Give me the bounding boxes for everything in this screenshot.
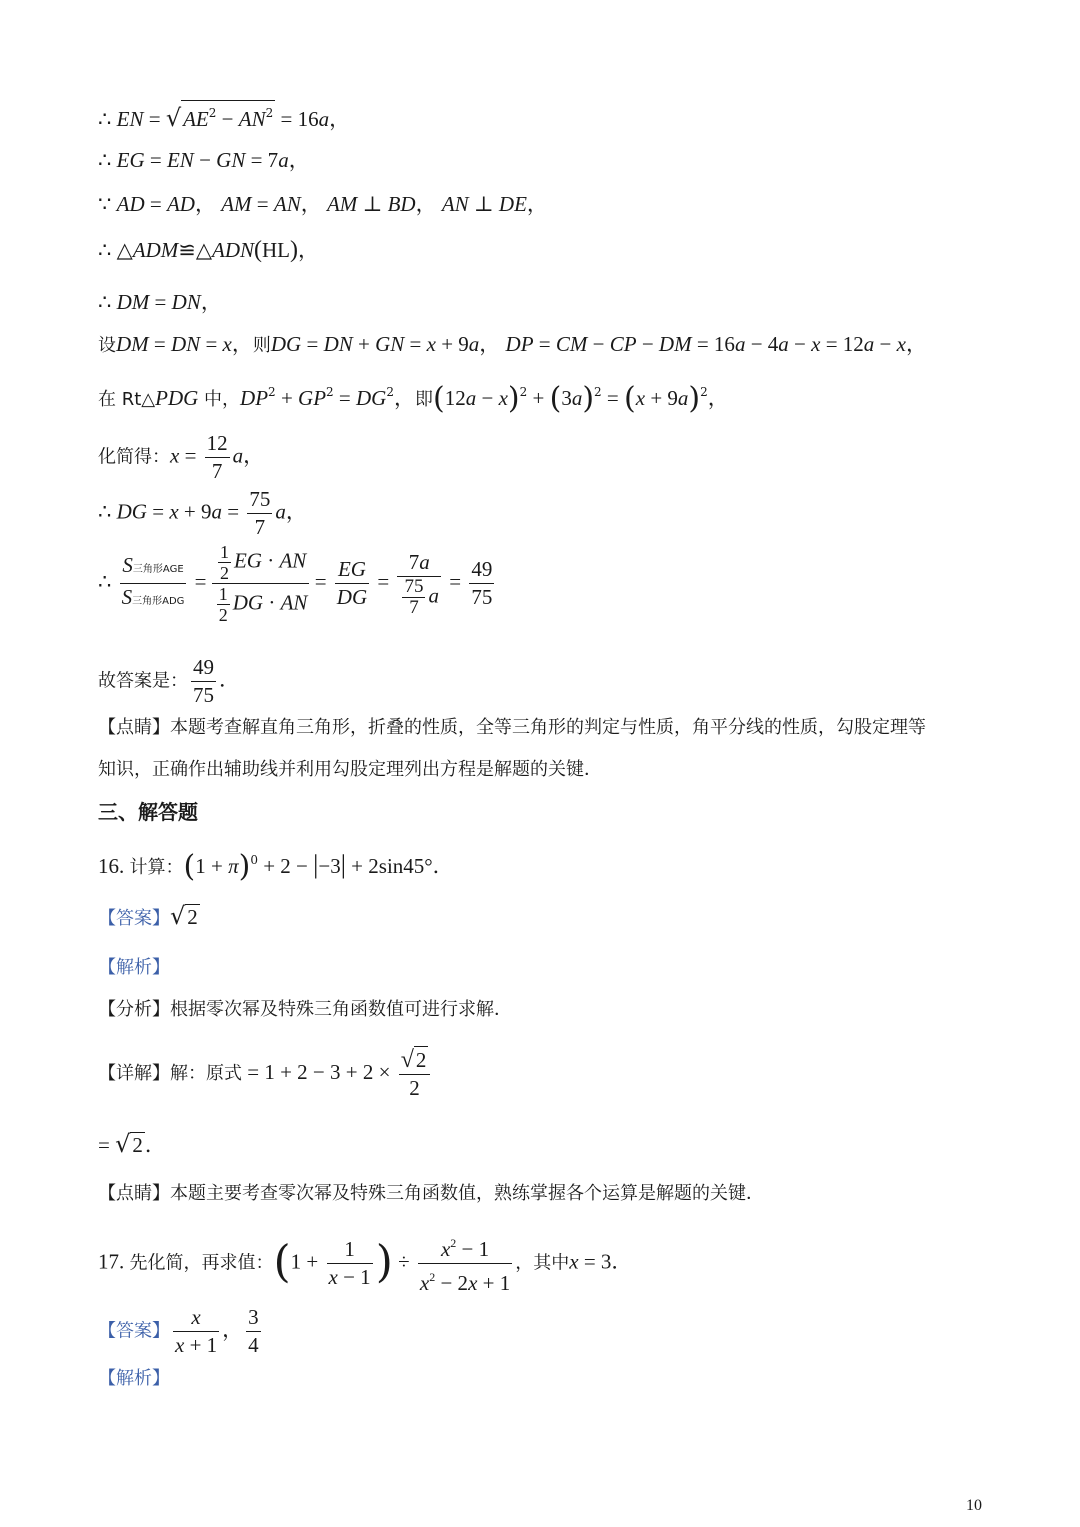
page-number: 10: [966, 1497, 982, 1514]
answer-17: 【答案】 $\frac{x}{x + 1}$ ， $\frac{3}{4}$: [98, 1305, 259, 1357]
equation-congruent: ∴ △ADM≌△ADN(HL)，: [98, 237, 320, 263]
analysis-16: 【分析】根据零次幂及特殊三角函数值可进行求解．: [98, 999, 512, 1020]
equation-conditions: ∵ AD = AD， AM = AN， AM ⊥ BD， AN ⊥ DE，: [98, 192, 548, 216]
answer-statement: 故答案是： $\frac{49}{75}$ ．: [98, 655, 240, 707]
section-heading: 三、解答题: [98, 800, 198, 824]
question-16: 16. 计算：$(1 + \pi)^0 + 2 - |-3| + 2\sin 45^\circ$．: [98, 849, 454, 884]
equation-dg-value: ∴ DG = x + 9a = $\frac{75}{7}$ a，: [98, 487, 307, 539]
comment-16: 【点睛】本题主要考查零次幂及特殊三角函数值，熟练掌握各个运算是解题的关键．: [98, 1183, 764, 1204]
detail-16: 【详解】解：原式 = 1 + 2 − 3 + 2 × $\frac{√2}{2}$: [98, 1046, 433, 1102]
detail-16-result: = √2．: [98, 1130, 166, 1158]
equation-pythagoras: 在 Rt△PDG 中，$DP^2 + GP^2 = DG^2$，即$(12a - x)^2 + (3a)^2 = (x + 9a)^2$，: [98, 381, 729, 416]
analysis-16-tag: 【解析】: [98, 957, 170, 978]
question-17: 17. 先化简，再求值：(1 + $\frac{1}{x - 1}$ ) ÷ $\frac{x^2 - 1}{x^2 - 2x + 1}$ ，其中x = 3．: [98, 1230, 632, 1297]
equation-let-x: 设DM = DN = x，则DG = DN + GN = x + 9a， DP = CM − CP − DM = 16a − 4a − x = 12a − x，: [98, 332, 927, 356]
answer-16: 【答案】√2: [98, 902, 198, 930]
equation-area-ratio: ∴ $\frac{\text{S三角形AGE}}{\text{S三角形ADG}}$ = $\frac{1}{2}$ EG · AN $\frac{1}{2}$ DG · AN = $\frac{EG}{DG}$ = 7a $\frac{75}{7}$ a = $\frac{49}{75}$: [98, 542, 493, 625]
analysis-17-tag: 【解析】: [98, 1368, 170, 1389]
equation-en: ∴ EN = $√AE^2 - AN^2 = 16a$，: [98, 100, 350, 132]
equation-eg: ∴ EG = EN − GN = 7a，: [98, 148, 310, 172]
equation-simplify: 化简得：x = $\frac{12}{7}$ a，: [98, 431, 265, 483]
comment-paragraph-1: 【点睛】本题考查解直角三角形，折叠的性质，全等三角形的判定与性质，角平分线的性质，勾股定理等: [98, 717, 926, 738]
comment-paragraph-1-cont: 知识，正确作出辅助线并利用勾股定理列出方程是解题的关键．: [98, 759, 602, 780]
equation-dm-dn: ∴ DM = DN，: [98, 290, 222, 314]
